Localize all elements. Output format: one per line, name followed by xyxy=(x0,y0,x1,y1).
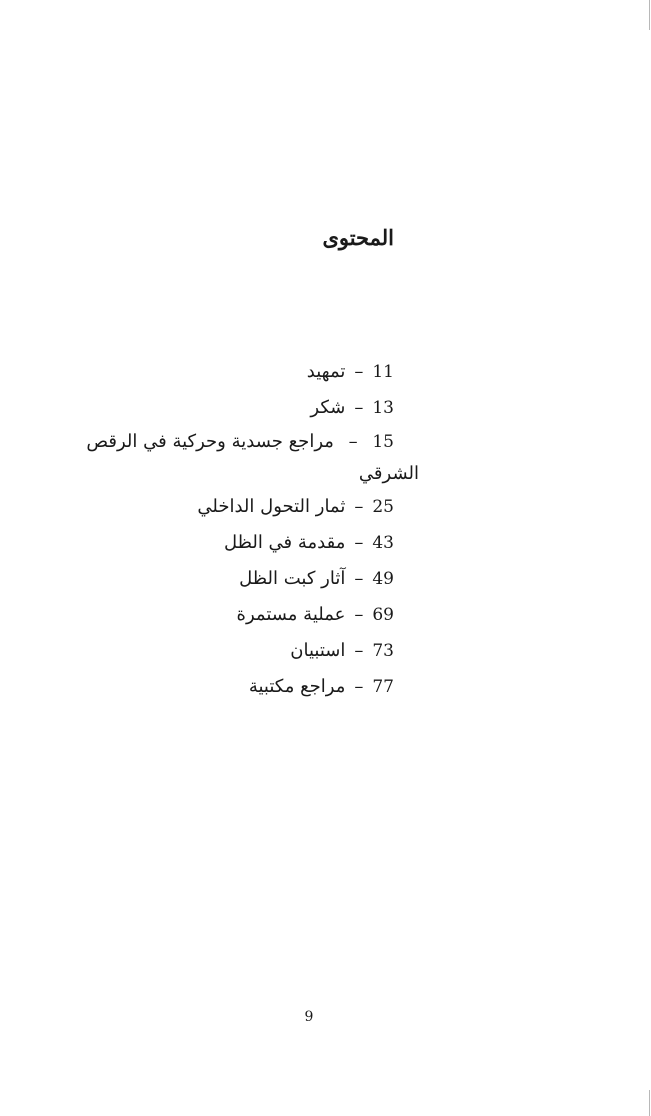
table-of-contents xyxy=(79,354,419,705)
toc-dash: – xyxy=(354,604,364,625)
toc-page-number: 13 xyxy=(372,398,394,418)
toc-wrapped-text xyxy=(79,426,419,489)
toc-title: مراجع مكتبية xyxy=(248,676,346,697)
toc-page-number: 15 xyxy=(372,432,394,452)
toc-page-number: 25 xyxy=(372,497,394,517)
toc-dash: – xyxy=(348,431,358,452)
toc-title: شكر xyxy=(310,397,346,418)
toc-entry-library-references[interactable] xyxy=(79,669,394,705)
toc-page-number: 43 xyxy=(372,533,394,553)
toc-dash: – xyxy=(354,361,364,382)
toc-title: ثمار التحول الداخلي xyxy=(197,496,346,517)
toc-entry-inner-transformation[interactable] xyxy=(79,489,394,525)
toc-entry-preface[interactable] xyxy=(79,354,394,390)
toc-entry-body-references[interactable] xyxy=(79,426,419,489)
toc-entry-ongoing-process[interactable] xyxy=(79,597,394,633)
toc-title: تمهيد xyxy=(306,361,346,382)
toc-title-continuation: الشرقي xyxy=(358,463,419,484)
toc-entry-questionnaire[interactable] xyxy=(79,633,394,669)
page-number: 9 xyxy=(304,1009,314,1025)
page-edge-mark-bottom xyxy=(649,1090,650,1116)
toc-dash: – xyxy=(354,496,364,517)
toc-page-number: 77 xyxy=(372,677,394,697)
toc-title: آثار كبت الظل xyxy=(239,568,346,589)
toc-page-number: 11 xyxy=(372,362,394,382)
toc-title: مراجع جسدية وحركية في الرقص xyxy=(86,431,334,452)
toc-dash: – xyxy=(354,532,364,553)
toc-title: مقدمة في الظل xyxy=(223,532,346,553)
toc-dash: – xyxy=(354,640,364,661)
toc-entry-thanks[interactable] xyxy=(79,390,394,426)
page-title: المحتوى xyxy=(322,225,394,250)
toc-dash: – xyxy=(354,568,364,589)
toc-dash: – xyxy=(354,397,364,418)
toc-dash: – xyxy=(354,676,364,697)
toc-page-number: 49 xyxy=(372,569,394,589)
toc-page-number: 69 xyxy=(372,605,394,625)
page-edge-mark-top xyxy=(649,0,650,30)
toc-wrap-line-1 xyxy=(79,426,394,458)
toc-title: عملية مستمرة xyxy=(236,604,346,625)
toc-title: استبيان xyxy=(290,640,346,661)
toc-entry-shadow-suppression[interactable] xyxy=(79,561,394,597)
toc-entry-shadow-intro[interactable] xyxy=(79,525,394,561)
toc-page-number: 73 xyxy=(372,641,394,661)
